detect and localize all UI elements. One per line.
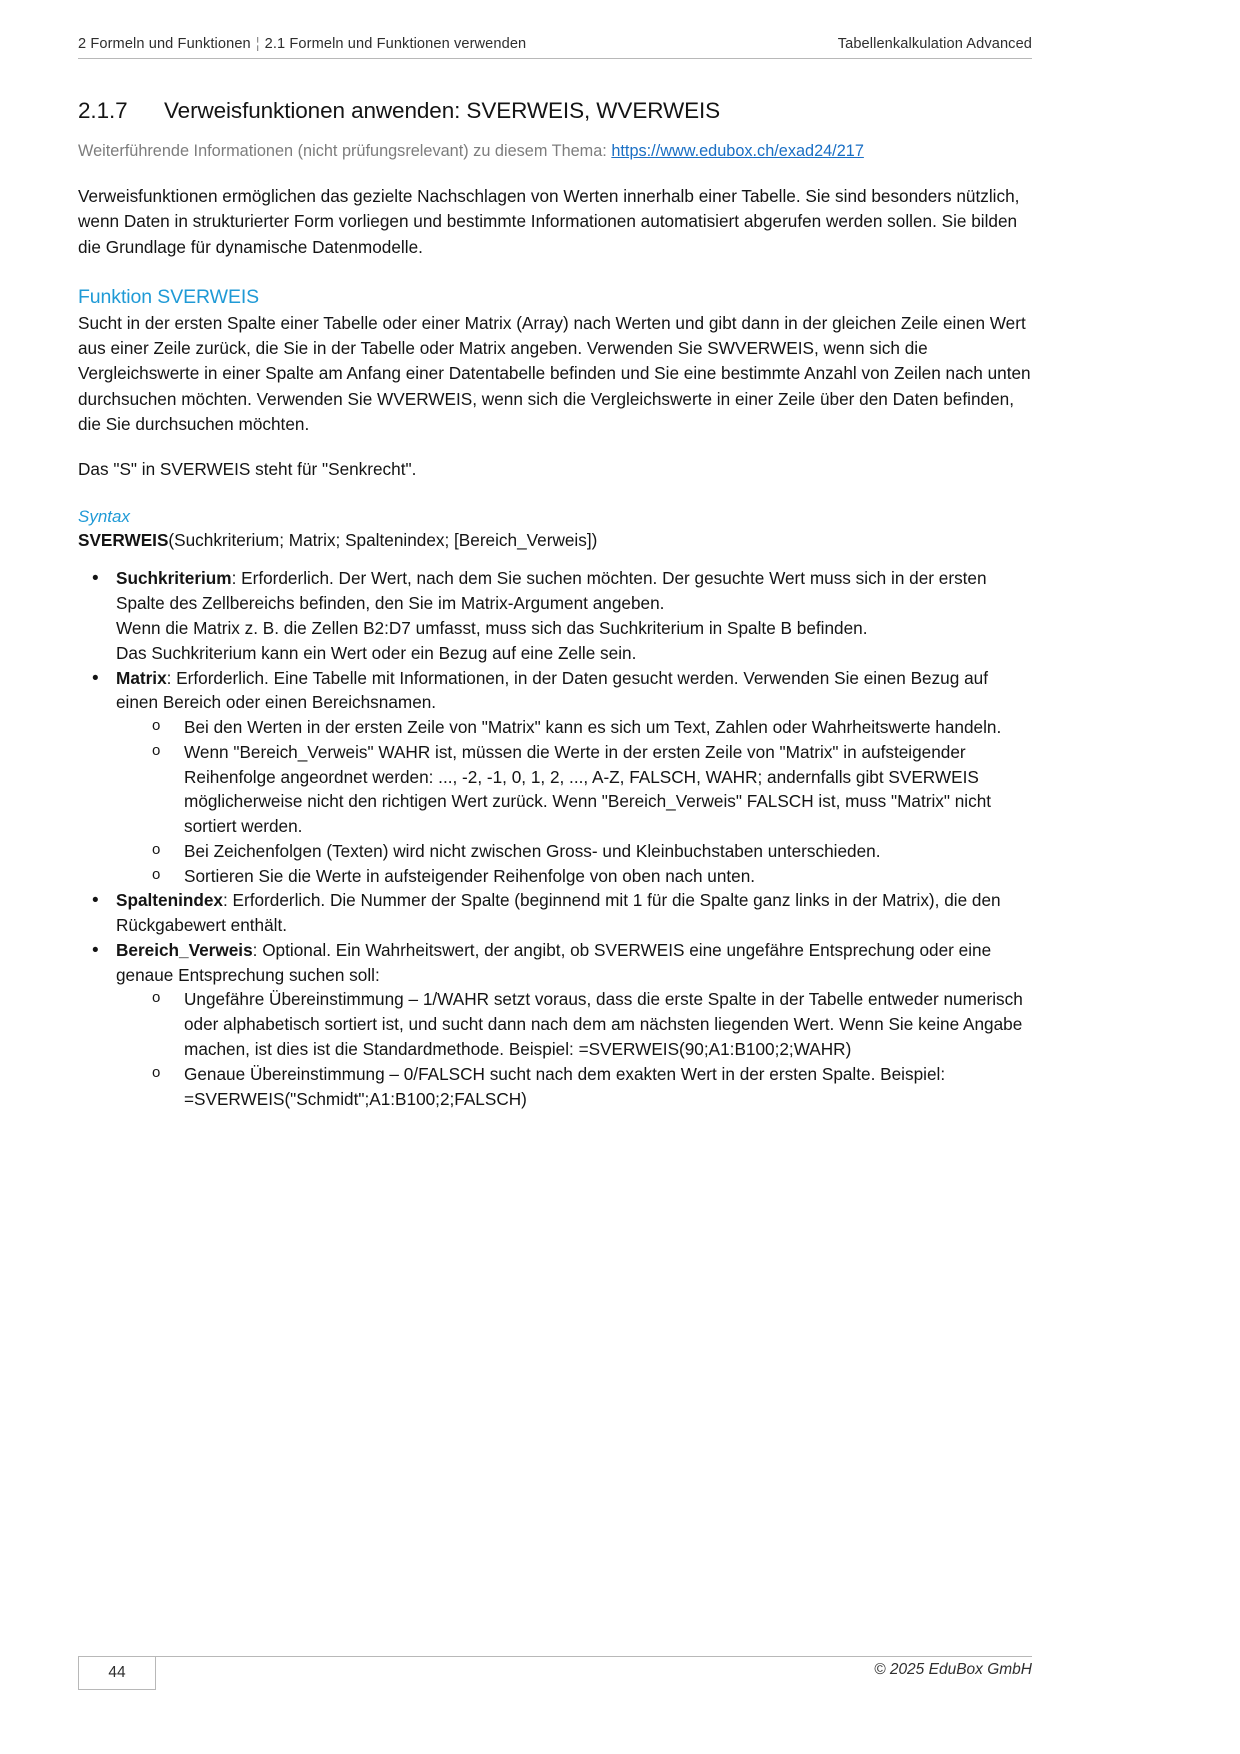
sub-bullet-marker: o [152, 717, 161, 735]
sub-list [144, 987, 1032, 1111]
sub-list-item [144, 987, 1032, 1061]
sub-list-item [144, 864, 1032, 889]
bullet-marker: • [92, 568, 99, 590]
bullet-marker: • [92, 667, 99, 689]
param-name: Bereich_Verweis [116, 939, 253, 960]
header-doc-title: Tabellenkalkulation Advanced [837, 36, 1032, 52]
syntax-function-name: SVERWEIS [78, 529, 169, 550]
intro-paragraph: Verweisfunktionen ermöglichen das gezielte Nachschlagen von Werten innerhalb einer Tabelle. Sie sind besonders nützlich, wenn Daten in strukturierter Form vorliegen und bestimmte Informationen automatisiert abgerufen werden sollen. Sie bilden die Grundlage für dynamische Datenmodelle. [78, 186, 1020, 257]
sub-list-wrapper [116, 987, 1032, 1111]
sub-item-text: Sortieren Sie die Werte in aufsteigender Reihenfolge von oben nach unten. [184, 865, 756, 886]
bullet-marker: • [92, 890, 99, 912]
sub-item-text: Bei den Werten in der ersten Zeile von "Matrix" kann es sich um Text, Zahlen oder Wahrheitswerte handeln. [184, 717, 1002, 738]
sub-list-item [144, 740, 1032, 839]
param-name: Suchkriterium [116, 568, 232, 589]
edubox-link[interactable]: https://www.edubox.ch/exad24/217 [611, 142, 864, 160]
bullet-marker: • [92, 939, 99, 961]
further-info-prefix: Weiterführende Informationen (nicht prüfungsrelevant) zu diesem Thema: [78, 142, 612, 160]
funktion-note: Das "S" in SVERWEIS steht für "Senkrecht". [78, 459, 417, 480]
section-title-text: Verweisfunktionen anwenden: SVERWEIS, WVERWEIS [164, 98, 721, 123]
param-name: Spaltenindex [116, 890, 223, 911]
copyright-notice: © 2025 EduBox GmbH [874, 1661, 1032, 1678]
breadcrumb-section: 2.1 Formeln und Funktionen verwenden [264, 36, 527, 52]
page-number: 44 [78, 1656, 156, 1690]
sub-item-text: Bei Zeichenfolgen (Texten) wird nicht zwischen Gross- und Kleinbuchstaben unterschieden. [184, 840, 881, 861]
sub-list-wrapper [116, 715, 1032, 888]
sub-list [144, 715, 1032, 888]
sub-list-item [144, 1062, 1032, 1112]
parameter-list [78, 566, 1032, 1111]
page-footer [78, 1656, 1032, 1696]
syntax-arguments: (Suchkriterium; Matrix; Spaltenindex; [Bereich_Verweis]) [168, 529, 598, 550]
param-spaltenindex [116, 888, 1032, 938]
sub-item-text: Genaue Übereinstimmung – 0/FALSCH sucht nach dem exakten Wert in der ersten Spalte. Beispiel: =SVERWEIS("Schmidt";A1:B100;2;FALSCH) [184, 1063, 946, 1109]
section-heading [78, 98, 1032, 124]
funktion-sverweis-heading: Funktion SVERWEIS [78, 285, 260, 308]
sub-bullet-marker: o [152, 989, 161, 1007]
syntax-signature [78, 528, 1032, 553]
list-item [78, 666, 1032, 889]
param-desc: : Optional. Ein Wahrheitswert, der angibt, ob SVERWEIS eine ungefähre Entsprechung oder eine genaue Entsprechung suchen soll: [116, 939, 992, 985]
page-content [78, 98, 1032, 1111]
sub-bullet-marker: o [152, 741, 161, 759]
param-matrix [116, 666, 1032, 716]
list-item [78, 938, 1032, 1111]
section-number: 2.1.7 [78, 98, 128, 123]
param-desc: : Erforderlich. Eine Tabelle mit Informationen, in der Daten gesucht werden. Verwenden Sie einen Bezug auf einen Bereich oder einen Bereichsnamen. [116, 667, 988, 713]
sub-bullet-marker: o [152, 840, 161, 858]
param-name: Matrix [116, 667, 167, 688]
breadcrumb-separator: ¦ [255, 36, 260, 52]
further-info-line [78, 140, 1032, 162]
funktion-description: Sucht in der ersten Spalte einer Tabelle oder einer Matrix (Array) nach Werten und gibt dann in der gleichen Zeile einen Wert aus einer Zeile zurück, die Sie in der Tabelle oder Matrix angeben. Verwenden Sie SWVERWEIS, wenn sich die Vergleichswerte in einer Spalte am Anfang einer Datentabelle befinden und Sie eine bestimmte Anzahl von Zeilen nach unten durchsuchen möchten. Verwenden Sie WVERWEIS, wenn sich die Vergleichswerte in einer Zeile über den Daten befinden, die Sie durchsuchen möchten. [78, 312, 1031, 434]
param-extra-line: Das Suchkriterium kann ein Wert oder ein Bezug auf eine Zelle sein. [116, 642, 637, 663]
sub-item-text: Wenn "Bereich_Verweis" WAHR ist, müssen die Werte in der ersten Zeile von "Matrix" in aufsteigender Reihenfolge angeordnet werden: ..., -2, -1, 0, 1, 2, ..., A-Z, FALSCH, WAHR; andernfalls gibt SVERWEIS möglicherweise nicht den richtigen Wert zurück. Wenn "Bereich_Verweis" FALSCH ist, muss "Matrix" nicht sortiert werden. [184, 741, 992, 837]
sub-list-item [144, 839, 1032, 864]
param-bereich-verweis [116, 938, 1032, 988]
header-breadcrumb [78, 36, 526, 52]
list-item [78, 566, 1032, 665]
param-suchkriterium [116, 566, 1032, 616]
param-extra-line: Wenn die Matrix z. B. die Zellen B2:D7 umfasst, muss sich das Suchkriterium in Spalte B befinden. [116, 618, 868, 638]
footer-divider [78, 1656, 1032, 1657]
param-desc: : Erforderlich. Der Wert, nach dem Sie suchen möchten. Der gesuchte Wert muss sich in der ersten Spalte des Zellbereichs befinden, den Sie im Matrix-Argument angeben. [116, 568, 987, 614]
breadcrumb-chapter: 2 Formeln und Funktionen [78, 36, 251, 52]
sub-bullet-marker: o [152, 1063, 161, 1081]
sub-item-text: Ungefähre Übereinstimmung – 1/WAHR setzt voraus, dass die erste Spalte in der Tabelle entweder numerisch oder alphabetisch sortiert ist, und sucht dann nach dem am nächsten liegenden Wert. Wenn Sie keine Angabe machen, ist dies ist die Standardmethode. Beispiel: =SVERWEIS(90;A1:B100;2;WAHR) [184, 989, 1023, 1060]
sub-list-item [144, 715, 1032, 740]
list-item [78, 888, 1032, 938]
sub-bullet-marker: o [152, 865, 161, 883]
syntax-heading: Syntax [78, 506, 130, 526]
page-header [78, 36, 1032, 59]
param-desc: : Erforderlich. Die Nummer der Spalte (beginnend mit 1 für die Spalte ganz links in der Matrix), die den Rückgabewert enthält. [116, 890, 1001, 936]
